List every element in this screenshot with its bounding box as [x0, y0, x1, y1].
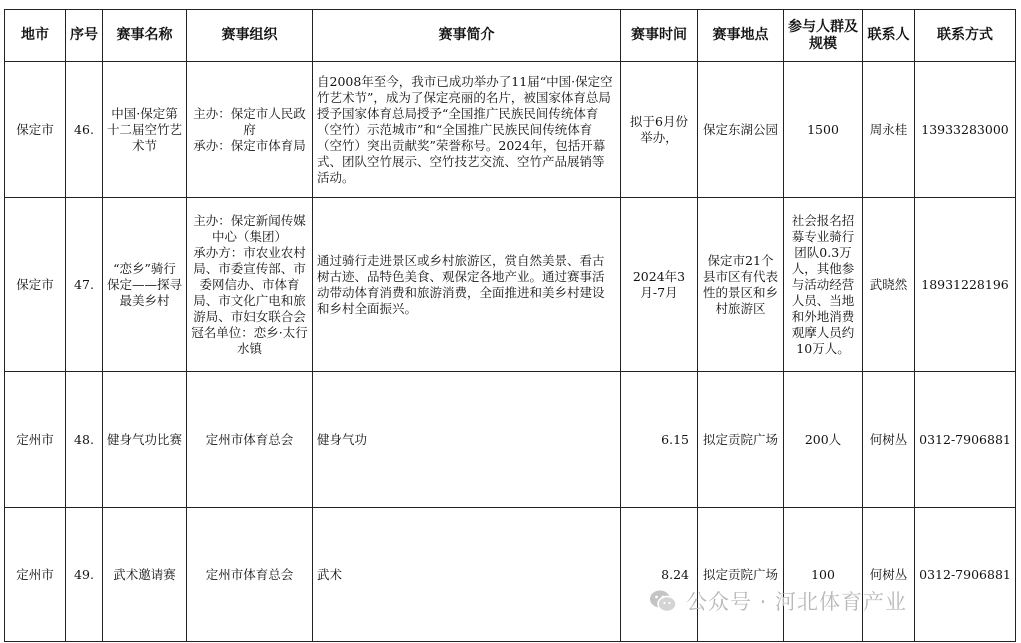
header-row	[5, 10, 1016, 62]
header-phone: 联系方式	[915, 10, 1016, 62]
cell-scale: 社会报名招募专业骑行团队0.3万人，其他参与活动经营人员、当地和外地消费观摩人员约10万人。	[784, 198, 863, 372]
cell-time: 8.24	[621, 508, 698, 642]
cell-time: 2024年3月-7月	[621, 198, 698, 372]
cell-no: 47.	[66, 198, 103, 372]
header-contact: 联系人	[863, 10, 915, 62]
events-table	[4, 9, 1016, 642]
table-row	[5, 372, 1016, 508]
cell-time: 拟于6月份举办，	[621, 62, 698, 198]
watermark	[648, 586, 907, 616]
cell-name: 武术邀请赛	[103, 508, 187, 642]
cell-phone: 0312-7906881	[915, 372, 1016, 508]
cell-phone: 0312-7906881	[915, 508, 1016, 642]
cell-place: 拟定贡院广场	[698, 508, 784, 642]
cell-contact: 武晓然	[863, 198, 915, 372]
cell-no: 48.	[66, 372, 103, 508]
header-time: 赛事时间	[621, 10, 698, 62]
cell-contact: 何树丛	[863, 372, 915, 508]
table-row	[5, 62, 1016, 198]
cell-org: 定州市体育总会	[187, 372, 313, 508]
cell-scale: 100	[784, 508, 863, 642]
table-row	[5, 508, 1016, 642]
cell-phone: 18931228196	[915, 198, 1016, 372]
cell-org: 主办：保定市人民政府 承办：保定市体育局	[187, 62, 313, 198]
cell-org: 主办：保定新闻传媒中心（集团） 承办方：市农业农村局、市委宣传部、市委网信办、市体育局、市文化广电和旅游局、市妇女联合会 冠名单位：恋乡·太行水镇	[187, 198, 313, 372]
cell-org: 定州市体育总会	[187, 508, 313, 642]
header-no: 序号	[66, 10, 103, 62]
header-scale: 参与人群及规模	[784, 10, 863, 62]
header-intro: 赛事简介	[313, 10, 621, 62]
cell-city: 定州市	[5, 508, 66, 642]
cell-time: 6.15	[621, 372, 698, 508]
cell-intro: 自2008年至今，我市已成功举办了11届“中国·保定空竹艺术节”，成为了保定亮丽的名片，被国家体育总局授予国家体育总局授予“全国推广民族民间传统体育（空竹）示范城市”和“全国推广民族民间传统体育（空竹）突出贡献奖”荣誉称号。2024年，包括开幕式、团队空竹展示、空竹技艺交流、空竹产品展销等活动。	[313, 62, 621, 198]
cell-name: 中国·保定第十二届空竹艺术节	[103, 62, 187, 198]
cell-city: 定州市	[5, 372, 66, 508]
cell-contact: 何树丛	[863, 508, 915, 642]
header-place: 赛事地点	[698, 10, 784, 62]
header-org: 赛事组织	[187, 10, 313, 62]
cell-scale: 200人	[784, 372, 863, 508]
cell-intro: 武术	[313, 508, 621, 642]
cell-name: “恋乡”骑行保定——探寻最美乡村	[103, 198, 187, 372]
cell-no: 46.	[66, 62, 103, 198]
header-city: 地市	[5, 10, 66, 62]
header-name: 赛事名称	[103, 10, 187, 62]
cell-city: 保定市	[5, 62, 66, 198]
cell-contact: 周永桂	[863, 62, 915, 198]
cell-phone: 13933283000	[915, 62, 1016, 198]
cell-place: 保定市21个县市区有代表性的景区和乡村旅游区	[698, 198, 784, 372]
cell-place: 拟定贡院广场	[698, 372, 784, 508]
cell-scale: 1500	[784, 62, 863, 198]
cell-intro: 通过骑行走进景区或乡村旅游区，赏自然美景、看古树古迹、品特色美食、观保定各地产业。通过赛事活动带动体育消费和旅游消费，全面推进和美乡村建设和乡村全面振兴。	[313, 198, 621, 372]
cell-no: 49.	[66, 508, 103, 642]
cell-place: 保定东湖公园	[698, 62, 784, 198]
watermark-text: 公众号 · 河北体育产业	[686, 590, 908, 614]
cell-city: 保定市	[5, 198, 66, 372]
wechat-icon	[648, 586, 678, 616]
table-row	[5, 198, 1016, 372]
cell-intro: 健身气功	[313, 372, 621, 508]
cell-name: 健身气功比赛	[103, 372, 187, 508]
